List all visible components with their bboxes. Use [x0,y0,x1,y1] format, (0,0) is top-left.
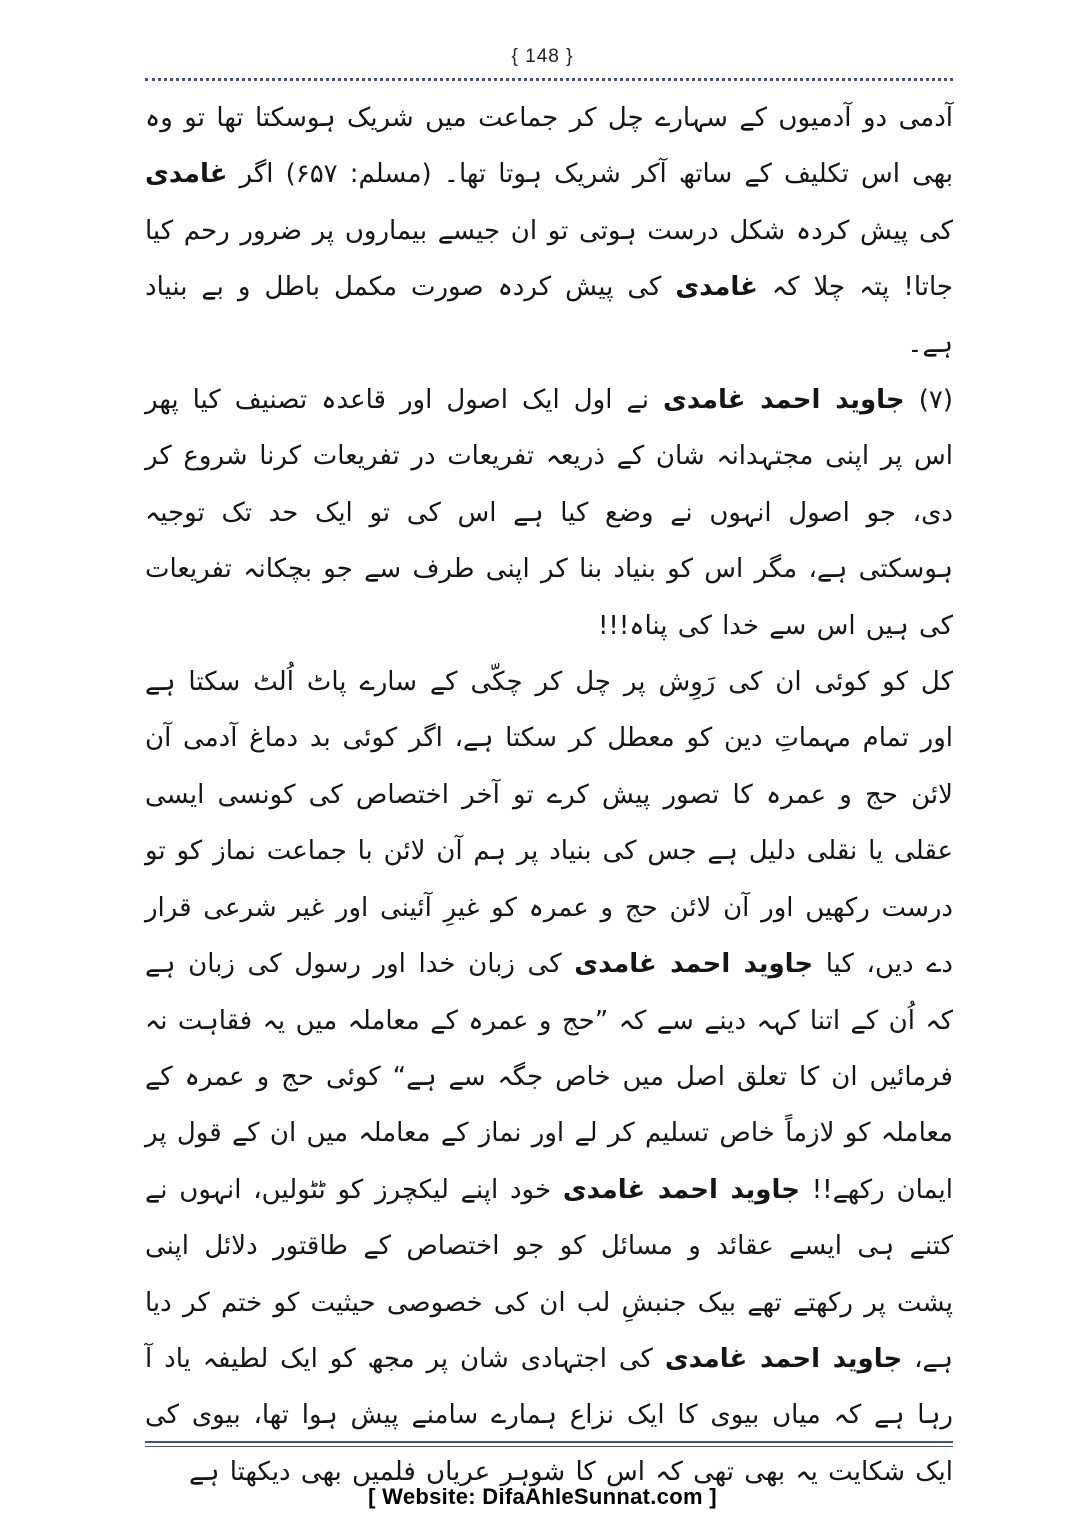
page-number: { 148 } [511,46,574,67]
paragraph-3 [145,654,953,1500]
bold-name: جاوید احمد غامدی [664,1343,903,1374]
text-run: خود اپنے لیکچرز کو ٹٹولیں، انہوں نے کتنے ہی ایسے عقائد و مسائل کو جو اختصاص کے طاقتور دلائل اپنی پشت پر رکھتے تھے بیک جنبشِ لب ان کی خصوصی حیثیت کو ختم کر دیا ہے، [145,1174,953,1374]
footer-rule-thin [145,1446,953,1447]
bold-name: جاوید احمد غامدی [562,1174,800,1205]
text-run: (۷) [904,385,953,416]
paragraph-1 [145,90,953,372]
paragraph-2 [145,372,953,654]
bold-name: جاوید احمد غامدی [663,385,905,416]
bold-name: جاوید احمد غامدی [574,949,814,980]
text-run: کی پیش کردہ شکل درست ہوتی تو ان جیسے بیماروں پر ضرور رحم کیا جاتا! پتہ چلا کہ [145,215,953,303]
text-run: نے اول ایک اصول اور قاعدہ تصنیف کیا پھر اس پر اپنی مجتہدانہ شان کے ذریعہ تفریعات در تفریعات کرنا شروع کر دی، جو اصول انہوں نے وضع کیا ہے اس کی تو ایک حد تک توجیہ ہوسکتی ہے، مگر اس کو بنیاد بنا کر اپنی طرف سے جو بچکانہ تفریعات کی ہیں اس سے خدا کی پناہ!!! [145,385,953,641]
text-run: کی زبان خدا اور رسول کی زبان ہے کہ اُن کے اتنا کہہ دینے سے کہ ”حج و عمرہ کے معاملہ میں یہ فقاہت نہ فرمائیں ان کا تعلق اصل میں خاص جگہ سے ہے“ کوئی حج و عمرہ کے معاملہ کو لازماً خاص تسلیم کر لے اور نماز کے معاملہ میں ان کے قول پر ایمان رکھے!! [145,949,954,1205]
text-run: آدمی دو آدمیوں کے سہارے چل کر جماعت میں شریک ہوسکتا تھا تو وہ بھی اس تکلیف کے ساتھ آکر شریک ہوتا تھا۔ (مسلم: ۶۵۷) اگر [145,103,953,190]
footer-rule [145,1441,953,1443]
text-run: کی اجتہادی شان پر مجھ کو ایک لطیفہ یاد آ رہا ہے کہ میاں بیوی کا ایک نزاع ہمارے سامنے پیش ہوا تھا، بیوی کی ایک شکایت یہ بھی تھی کہ اس کا شوہر عریاں فلمیں بھی دیکھتا ہے [145,1343,953,1487]
bold-name: غامدی [145,159,228,190]
text-run: کل کو کوئی ان کی رَوِش پر چل کر چکّی کے سارے پاٹ اُلٹ سکتا ہے اور تمام مہماتِ دین کو معطل کر سکتا ہے، اگر کوئی بد دماغ آدمی آن لائن حج و عمرہ کا تصور پیش کرے تو آخر اختصاص کی کونسی ایسی عقلی یا نقلی دلیل ہے جس کی بنیاد پر ہم آن لائن با جماعت نماز کو تو درست رکھیں اور آن لائن حج و عمرہ کو غیرِ آئینی اور غیر شرعی قرار دے دیں، کیا [145,667,953,980]
text-run: کی پیش کردہ صورت مکمل باطل و بے بنیاد ہے۔ [145,272,953,359]
page-body [145,90,953,1500]
bold-name: غامدی [675,272,758,303]
header-dotted-rule [145,78,953,81]
website-footer: [ Website: DifaAhleSunnat.com ] [368,1484,717,1509]
